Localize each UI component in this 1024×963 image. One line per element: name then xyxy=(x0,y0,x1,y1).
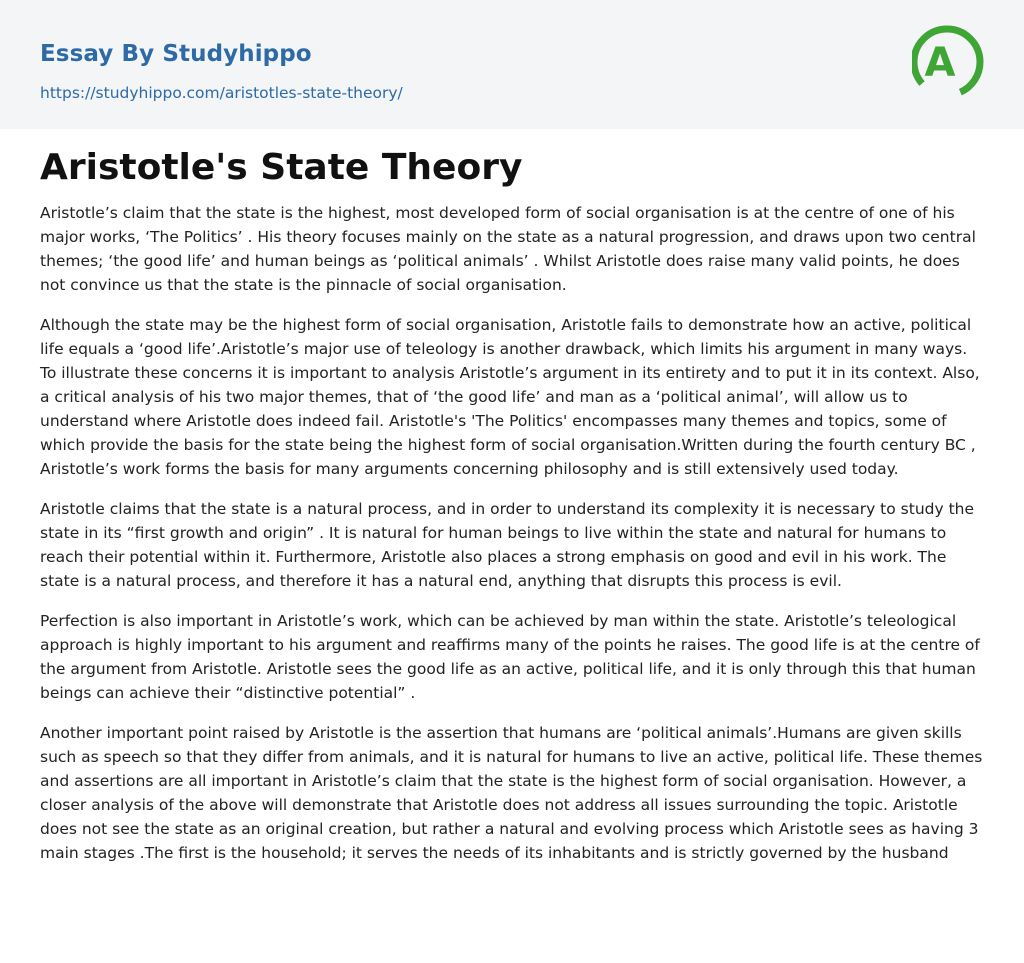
brand-title: Essay By Studyhippo xyxy=(40,41,312,67)
logo-letter: A xyxy=(924,40,956,86)
studyhippo-logo-icon[interactable] xyxy=(912,19,986,105)
paragraph-3: Aristotle claims that the state is a natural process, and in order to understand its complexity it is necessary to study the state in its “first growth and origin” . It is natural for human beings to live within the state and natural for humans to reach their potential within it. Furthermore, Aristotle also places a strong emphasis on good and evil in his work. The state is a natural process, and therefore it has a natural end, anything that disrupts this process is evil. xyxy=(40,500,975,590)
paragraph-1: Aristotle’s claim that the state is the highest, most developed form of social organisation is at the centre of one of his major works, ‘The Politics’ . His theory focuses mainly on the state as a natural progression, and draws upon two central themes; ‘the good life’ and human beings as ‘political animals’ . Whilst Aristotle does raise many valid points, he does not convince us that the state is the pinnacle of social organisation. xyxy=(40,204,976,294)
paragraph-5: Another important point raised by Aristotle is the assertion that humans are ‘political animals’.Humans are given skills such as speech so that they differ from animals, and it is natural for humans to live an active, political life. These themes and assertions are all important in Aristotle’s claim that the state is the highest form of social organisation. However, a closer analysis of the above will demonstrate that Aristotle does not address all issues surrounding the topic. Aristotle does not see the state as an original creation, but rather a natural and evolving process which Aristotle sees as having 3 main stages .The first is the household; it serves the needs of its inhabitants and is strictly governed by the husband xyxy=(40,724,983,862)
site-header xyxy=(0,0,1024,129)
paragraph-4: Perfection is also important in Aristotle’s work, which can be achieved by man within the state. Aristotle’s teleological approach is highly important to his argument and reaffirms many of the points he raises. The good life is at the centre of the argument from Aristotle. Aristotle sees the good life as an active, political life, and it is only through this that human beings can achieve their “distinctive potential” . xyxy=(40,612,980,702)
source-url-link[interactable]: https://studyhippo.com/aristotles-state-theory/ xyxy=(40,84,403,102)
paragraph-2: Although the state may be the highest form of social organisation, Aristotle fails to demonstrate how an active, political life equals a ‘good life’.Aristotle’s major use of teleology is another drawback, which limits his argument in many ways. To illustrate these concerns it is important to analysis Aristotle’s argument in its entirety and to put it in its context. Also, a critical analysis of his two major themes, that of ‘the good life’ and man as a ‘political animal’, will allow us to understand where Aristotle does indeed fail. Aristotle's 'The Politics' encompasses many themes and topics, some of which provide the basis for the state being the highest form of social organisation.Written during the fourth century BC , Aristotle’s work forms the basis for many arguments concerning philosophy and is still extensively used today. xyxy=(40,316,980,478)
article-body xyxy=(40,145,984,881)
logo-ring-icon xyxy=(912,19,986,105)
page-title: Aristotle's State Theory xyxy=(40,147,523,188)
